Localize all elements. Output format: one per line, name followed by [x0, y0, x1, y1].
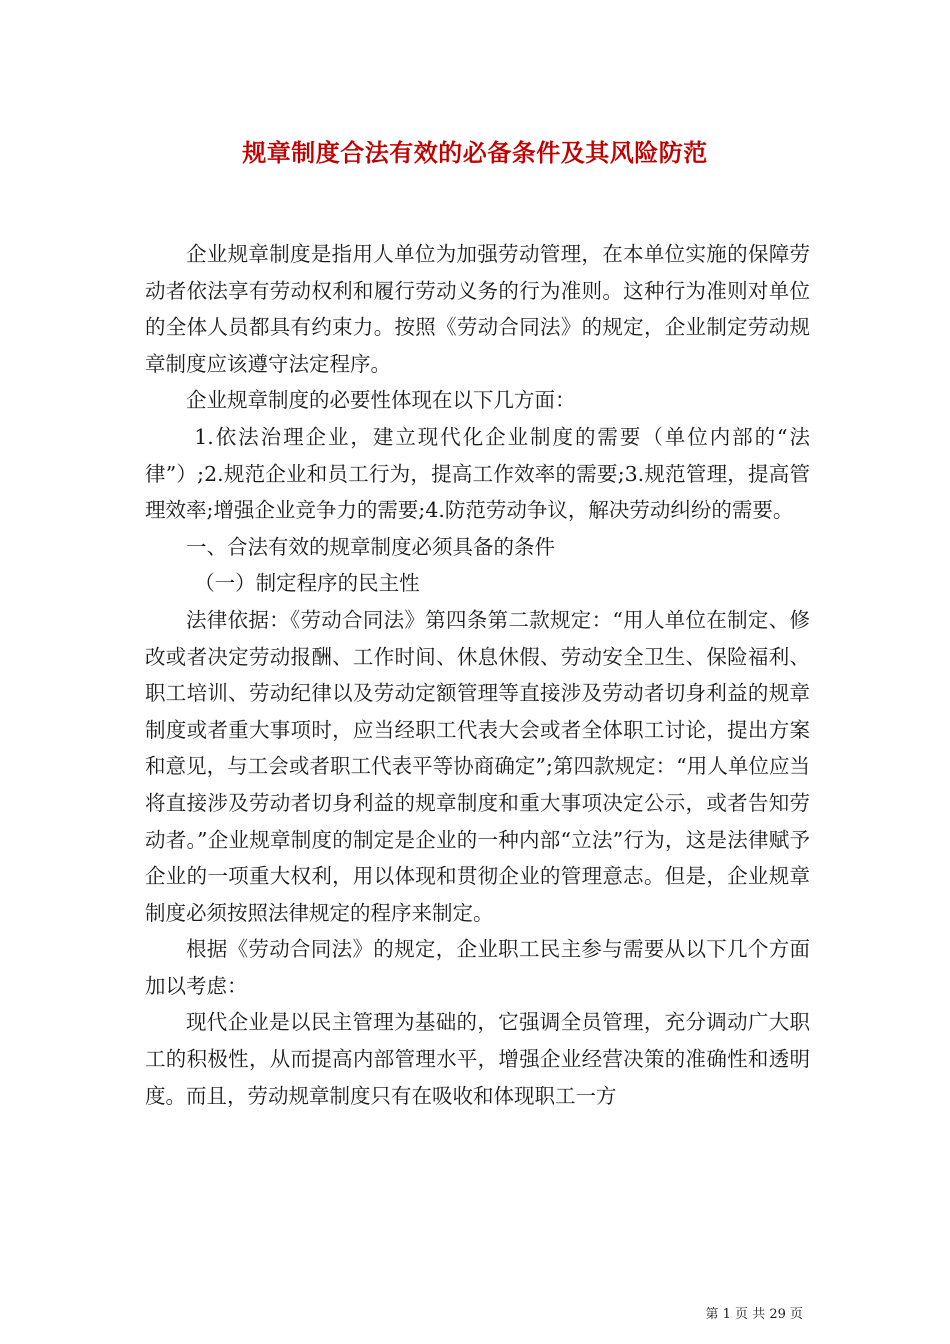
paragraph-necessity-intro: 企业规章制度的必要性体现在以下几方面： — [186, 388, 576, 413]
document-title: 规章制度合法有效的必备条件及其风险防范 — [242, 138, 708, 167]
page-number-footer: 第 1 页 共 29 页 — [705, 1307, 803, 1322]
section-heading-1: 一、合法有效的规章制度必须具备的条件 — [186, 534, 555, 559]
document-body — [145, 236, 810, 1114]
paragraph-democratic-participation: 根据《劳动合同法》的规定，企业职工民主参与需要从以下几个方面加以考虑： — [145, 937, 810, 998]
paragraph-necessity-list: 1.依法治理企业，建立现代化企业制度的需要（单位内部的“法律”）;2.规范企业和员工行为，提高工作效率的需要;3.规范管理，提高管理效率;增强企业竞争力的需要;4.防范劳动争议，解决劳动纠纷的需要。 — [145, 424, 810, 523]
paragraph-legal-basis: 法律依据：《劳动合同法》第四条第二款规定：“用人单位在制定、修改或者决定劳动报酬、工作时间、休息休假、劳动安全卫生、保险福利、职工培训、劳动纪律以及劳动定额管理等直接涉及劳动者切身利益的规章制度或者重大事项时，应当经职工代表大会或者全体职工讨论，提出方案和意见，与工会或者职工代表平等协商确定”;第四款规定：“用人单位应当将直接涉及劳动者切身利益的规章制度和重大事项决定公示，或者告知劳动者。”企业规章制度的制定是企业的一种内部“立法”行为，这是法律赋予企业的一项重大权利，用以体现和贯彻企业的管理意志。但是，企业规章制度必须按照法律规定的程序来制定。 — [145, 607, 810, 925]
subsection-heading-1: （一）制定程序的民主性 — [194, 571, 420, 596]
paragraph-definition: 企业规章制度是指用人单位为加强劳动管理，在本单位实施的保障劳动者依法享有劳动权利和履行劳动义务的行为准则。这种行为准则对单位的全体人员都具有约束力。按照《劳动合同法》的规定，企业制定劳动规章制度应该遵守法定程序。 — [145, 242, 810, 376]
paragraph-modern-enterprise: 现代企业是以民主管理为基础的，它强调全员管理，充分调动广大职工的积极性，从而提高内部管理水平，增强企业经营决策的准确性和透明度。而且，劳动规章制度只有在吸收和体现职工一方 — [145, 1010, 810, 1108]
